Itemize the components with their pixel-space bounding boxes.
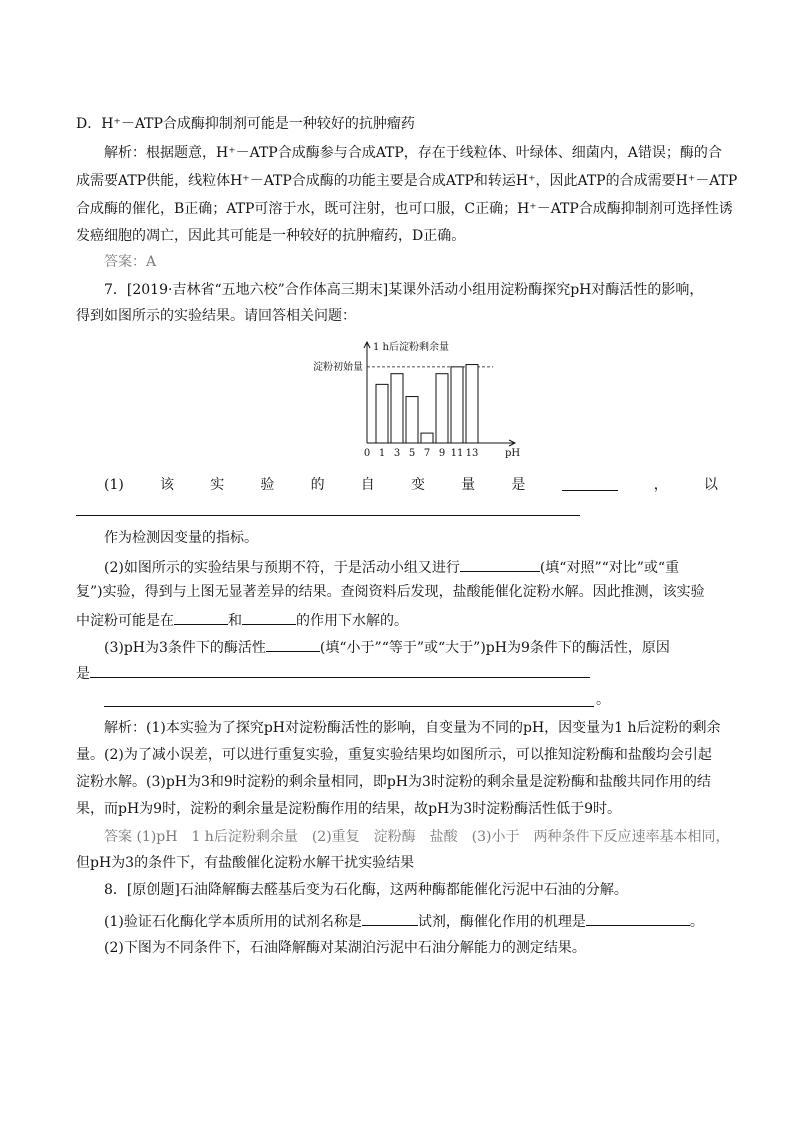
x-tick-label: 13 [465, 448, 479, 459]
x-tick-label: 11 [450, 448, 464, 459]
q7-stem-line: 得到如图所示的实验结果。请回答相关问题： [76, 308, 356, 324]
q7-part1-char: 自 [360, 477, 375, 493]
q7-part1-char: 的 [310, 477, 325, 493]
q7-part1-line [104, 475, 718, 495]
q7-analysis-line: 解析：(1)本实验为了探究pH对淀粉酶活性的影响，自变量为不同的pH，因变量为1 h后淀粉的剩余 [104, 720, 721, 736]
reference-line-label: 淀粉初始量 [313, 361, 363, 373]
x-tick-label: 9 [438, 448, 446, 459]
bar [376, 384, 388, 443]
bar [406, 397, 418, 443]
q7-part1-char: 验 [260, 477, 275, 493]
answer-blank[interactable] [242, 609, 296, 625]
q6-analysis-line: 解析：根据题意，H⁺－ATP合成酶参与合成ATP，存在于线粒体、叶绿体、细菌内，A错误；酶的合 [104, 145, 722, 161]
q7-part2-line: 复”)实验，得到与上图无显著差异的结果。查阅资料后发现，盐酸能催化淀粉水解。因此推测，该实验 [76, 584, 705, 600]
q7-part1-char: 量 [461, 477, 476, 493]
q7-part1-char: 实 [210, 477, 225, 493]
text: (填“对照”“对比”或“重 [539, 560, 680, 576]
q6-analysis-line: 发癌细胞的凋亡，因此其可能是一种较好的抗肿瘤药，D正确。 [76, 228, 466, 244]
text: 试剂，酶催化作用的机理是 [417, 914, 586, 930]
bar [391, 374, 403, 443]
bar [436, 374, 448, 443]
x-tick-label: 0 [363, 448, 371, 459]
text: 中淀粉可能是在 [76, 613, 174, 629]
q7-stem-line: 7．[2019·吉林省“五地六校”合作体高三期末]某课外活动小组用淀粉酶探究pH对酶活性的影响， [104, 282, 704, 298]
q6-analysis-line: 成需要ATP供能，线粒体H⁺－ATP合成酶的功能主要是合成ATP和转运H⁺，因此ATP的合成需要H⁺－ATP [76, 173, 738, 189]
text: 是 [76, 666, 90, 682]
q8-part1-line [104, 910, 704, 932]
q8-part2: (2)下图为不同条件下，石油降解酶对某湖泊污泥中石油分解能力的测定结果。 [104, 940, 586, 956]
q7-part3-line [104, 636, 670, 658]
q7-part1-char: ， [653, 477, 668, 493]
text: 和 [228, 613, 242, 629]
x-tick-label: 3 [393, 448, 401, 459]
text: (1)验证石化酶化学本质所用的试剂名称是 [104, 914, 362, 930]
answer-blank[interactable] [90, 662, 590, 678]
q6-analysis-line: 合成酶的催化，B正确；ATP可溶于水，既可注射，也可口服，C正确；H⁺－ATP合成酶抑制剂可选择性诱 [76, 201, 733, 217]
text: 的作用下水解的。 [296, 613, 408, 629]
q7-answer-line: 但pH为3的条件下，有盐酸催化淀粉水解干扰实验结果 [76, 855, 415, 871]
answer-text: 答案 (1)pH 1 h后淀粉剩余量 (2)重复 淀粉酶 盐酸 (3)小于 两种条件下反应速率基本相同， [104, 829, 730, 845]
q7-part1-char: 是 [511, 477, 526, 493]
q7-part1-cont: 作为检测因变量的指标。 [104, 530, 258, 546]
x-tick-label: 1 [378, 448, 386, 459]
q8-stem: 8．[原创题]石油降解酶去醛基后变为石化酶，这两种酶都能催化污泥中石油的分解。 [104, 882, 628, 898]
option-d: D．H⁺－ATP合成酶抑制剂可能是一种较好的抗肿瘤药 [76, 116, 415, 132]
text: (2)如图所示的实验结果与预期不符，于是活动小组又进行 [104, 560, 460, 576]
q7-part2-line [76, 609, 408, 631]
text: 。 [689, 914, 704, 930]
text: (填“小于”“等于”或“大于”)pH为9条件下的酶活性，原因 [319, 640, 670, 656]
q7-part1-char: (1) [104, 477, 124, 493]
q7-analysis-line: 果，而pH为9时，淀粉的剩余量是淀粉酶作用的结果，故pH为3时淀粉酶活性低于9时。 [76, 801, 622, 817]
q7-part3-line [76, 662, 590, 684]
q7-analysis-line: 量。(2)为了减小误差，可以进行重复实验，重复实验结果均如图所示，可以推知淀粉酶和盐酸均会引起 [76, 747, 712, 763]
ph-bar-chart [295, 336, 525, 464]
q7-part1-char: 变 [410, 477, 425, 493]
q7-part1-char: 该 [160, 477, 175, 493]
x-axis-label: pH [505, 448, 521, 459]
answer-blank[interactable] [104, 706, 594, 707]
q7-answer-line [104, 827, 730, 847]
q7-analysis-line: 淀粉水解。(3)pH为3和9时淀粉的剩余量相同，即pH为3时淀粉的剩余量是淀粉酶和盐酸共同作用的结 [76, 774, 711, 790]
bar [466, 365, 478, 443]
bar [451, 367, 463, 443]
text: (3)pH为3条件下的酶活性 [104, 640, 266, 656]
y-axis-label: 1 h后淀粉剩余量 [373, 342, 449, 353]
q6-answer: 答案：A [104, 254, 157, 270]
answer-blank[interactable] [362, 910, 418, 926]
x-tick-label: 5 [408, 448, 416, 459]
answer-blank[interactable] [76, 515, 580, 516]
x-tick-label: 7 [423, 448, 431, 459]
period: 。 [596, 692, 610, 708]
answer-blank[interactable] [562, 475, 618, 491]
q7-part1-char: 以 [703, 477, 718, 493]
q7-part2-line [104, 556, 679, 578]
answer-blank[interactable] [266, 636, 320, 652]
bar [421, 433, 433, 443]
answer-blank[interactable] [460, 556, 540, 572]
answer-blank[interactable] [586, 910, 690, 926]
answer-blank[interactable] [174, 609, 228, 625]
